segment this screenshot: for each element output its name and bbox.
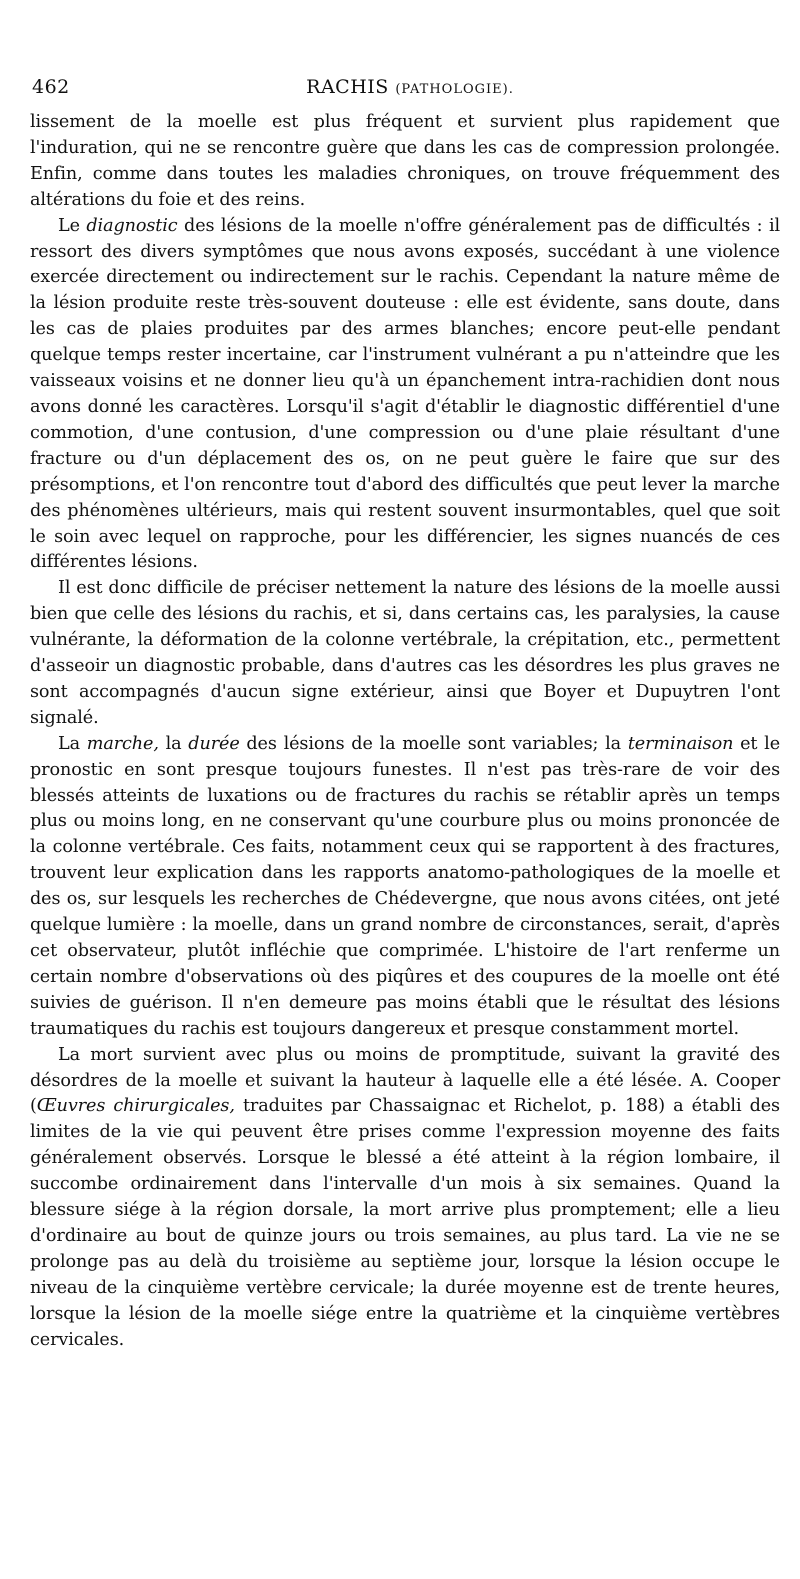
paragraph-text: et le pronostic en sont presque toujours funestes. Il n'est pas très-rare de voir des blessés atteints de luxations ou de fractures du rachis se rétablir après un temps plus ou moins long, en ne conservant qu'une courbure plus ou moins prononcée de la colonne vertébrale. Ces faits, notamment ceux qui se rapportent à des fractures, trouvent leur explication dans les rapports anatomo-pathologiques de la moelle et des os, sur lesquels les recherches de Chédevergne, que nous avons citées, ont jeté quelque lumière : la moelle, dans un grand nombre de circonstances, serait, d'après cet observateur, plutôt infléchie que comprimée. L'histoire de l'art renferme un certain nombre d'observations où des piqûres et des coupures de la moelle ont été suivies de guérison. Il n'en demeure pas moins établi que le résultat des lésions traumatiques du rachis est toujours dangereux et presque constamment mortel. bbox=[30, 733, 781, 1039]
page-number: 462 bbox=[32, 76, 70, 98]
paragraph-text: lissement de la moelle est plus fréquent et survient plus rapidement que l'induration, qui ne se rencontre guère que dans les cas de compression prolongée. Enfin, comme dans toutes les maladies chroniques, on trouve fréquemment des altérations du foie et des reins. bbox=[30, 112, 780, 210]
paragraph-text: des lésions de la moelle sont variables; la bbox=[239, 733, 628, 754]
body-text bbox=[30, 110, 780, 1354]
paragraph-4-marche bbox=[30, 732, 780, 1043]
running-title bbox=[30, 76, 780, 98]
paragraph-text: La bbox=[58, 733, 87, 754]
italic-term-duree: durée bbox=[188, 733, 240, 754]
running-head bbox=[30, 76, 780, 110]
paragraph-3 bbox=[30, 576, 780, 731]
paragraph-text: la bbox=[158, 733, 189, 754]
paragraph-text: Il est donc difficile de préciser nettement la nature des lésions de la moelle aussi bien que celle des lésions du rachis, et si, dans certains cas, les paralysies, la cause vulnérante, la déformation de la colonne vertébrale, la crépitation, etc., permettent d'asseoir un diagnostic probable, dans d'autres cas les désordres les plus graves ne sont accompagnés d'aucun signe extérieur, ainsi que Boyer et Dupuytren l'ont signalé. bbox=[30, 578, 780, 728]
running-title-sub: (PATHOLOGIE). bbox=[395, 82, 514, 97]
italic-term-terminaison: terminaison bbox=[627, 733, 734, 754]
italic-term-diagnostic: diagnostic bbox=[86, 215, 178, 236]
paragraph-5-mort bbox=[30, 1043, 780, 1354]
paragraph-1 bbox=[30, 110, 780, 214]
paragraph-text: La mort survient avec plus ou moins de promptitude, suivant la gravité des désordres de la moelle et suivant la hauteur à laquelle elle a été lésée. A. Cooper ( bbox=[30, 1044, 780, 1117]
italic-term-marche: marche, bbox=[86, 733, 159, 754]
paragraph-text: des lésions de la moelle n'offre généralement pas de difficultés : il ressort des divers symptômes que nous avons exposés, succédant à une violence exercée directement ou indirectement sur le rachis. Cependant la nature même de la lésion produite reste très-souvent douteuse : elle est évidente, sans doute, dans les cas de plaies produites par des armes blanches; encore peut-elle pendant quelque temps rester incertaine, car l'instrument vulnérant a pu n'atteindre que les vaisseaux voisins et ne donner lieu qu'à un épanchement intra-rachidien dont nous avons donné les caractères. Lorsqu'il s'agit d'établir le diagnostic différentiel d'une commotion, d'une contusion, d'une compression ou d'une plaie résultant d'une fracture ou d'un déplacement des os, on ne peut guère le faire que sur des présomptions, et l'on rencontre tout d'abord des difficultés que peut lever la marche des phénomènes ultérieurs, mais qui restent souvent insurmontables, quel que soit le soin avec lequel on rapproche, pour les différencier, les signes nuancés de ces différentes lésions. bbox=[30, 215, 781, 573]
paragraph-text: traduites par Chassaignac et Richelot, p. 188) a établi des limites de la vie qui peuvent être prises comme l'expression moyenne des faits généralement observés. Lorsque le blessé a été atteint à la région lombaire, il succombe ordinairement dans l'intervalle d'un mois à six semaines. Quand la blessure siége à la région dorsale, la mort arrive plus promptement; elle a lieu d'ordinaire au bout de quinze jours ou trois semaines, au plus tard. La vie ne se prolonge pas au delà du troisième au septième jour, lorsque la lésion occupe le niveau de la cinquième vertèbre cervicale; la durée moyenne est de trente heures, lorsque la lésion de la moelle siége entre la quatrième et la cinquième vertèbres cervicales. bbox=[30, 1096, 780, 1350]
running-title-main: RACHIS bbox=[306, 76, 389, 98]
paragraph-text: Le bbox=[58, 215, 87, 236]
paragraph-2-diagnostic bbox=[30, 214, 780, 577]
italic-book-title: Œuvres chirurgicales, bbox=[36, 1096, 235, 1117]
